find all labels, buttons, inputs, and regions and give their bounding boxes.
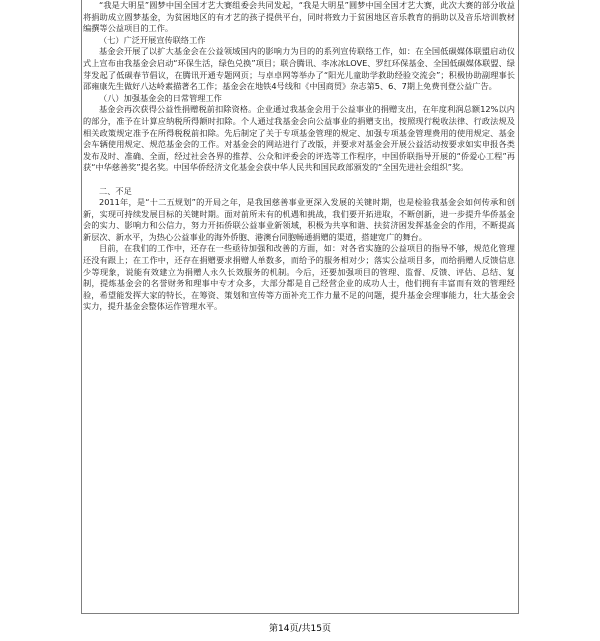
section-heading-publicity: （七）广泛开展宣传联络工作	[99, 34, 206, 45]
paragraph-daily-management: 基金会再次获得公益性捐赠税前扣除资格。企业通过我基金会用于公益事业的捐赠支出，在年度利润总额12%以内的部分，准予在计算应纳税所得额时扣除。个人通过我基金会向公益事业的捐赠支出，按照现行税收法律、行政法规及相关政策规定准予在所得税税前扣除。先后制定了关于专项基金管理的规定、加强专项基金管理费用的使用规定、基金会车辆使用规定、规范基金会的工作。对基金会的网站进行了改版，并要求对基金会开展公益活动按要求如实申报各类发布及时、准确、全面，经过社会各界的推荐、公众和评委会的评选等工作程序，中国侨联指导开展的“侨爱心工程”再获“中华慈善奖”提名奖。中国华侨经济文化基金会获中华人民共和国民政部颁发的“全国先进社会组织”奖。	[83, 104, 515, 173]
paragraph-current-issues: 目前，在我们的工作中，还存在一些亟待加强和改善的方面，如：对各省实施的公益项目的指导不够，规范化管理还没有跟上；在工作中，还存在捐赠要求捐赠人单数多，而给予的服务相对少；落实公益项目多，而给捐赠人反馈信息少等现象，说能有效建立为捐赠人永久长效服务的机制。今后，还要加强项目的管理、监督、反馈、评估、总结、复制，提炼基金会的名誉财务和理事中专才众多，大部分都是自己经营企业的成功人士，他们拥有丰富而有效的管理经验，希望能发挥大家的特长，在筹资、策划和宣传等方面补充工作力量不足的问题，提升基金会理事能力，壮大基金会实力，提升基金会整体运作管理水平。	[83, 243, 515, 312]
paragraph-2011-outlook: 2011年，是“十二五规划”的开局之年，是我国慈善事业更深入发展的关键时期，也是检验我基金会如何传承和创新，实现可持续发展目标的关键时期。面对前所未有的机遇和挑战，我们要开拓进取，不断创新，进一步提升华侨基金会的实力、影响力和公信力，努力开拓侨联公益事业新领域，积极为共享和谐、扶贫济困发挥基金会的作用，不断提高新层次、新水平，为热心公益事业的海外侨胞、港澳台同胞畅通捐赠的渠道，搭建宽广的舞台。	[83, 197, 515, 242]
page-footer: 第14页/共15页	[269, 624, 331, 634]
section-heading-shortcomings: 二、不足	[99, 185, 132, 196]
document-body	[83, 0, 515, 313]
paragraph-publicity: 基金会开展了以扩大基金会在公益领域国内的影响力为目的的系列宣传联络工作，如：在全国低碳媒体联盟启动仪式上宣布由我基金会启动“环保生活，绿色兑换”项目；联合腾讯、李冰冰LOVE、罗红环保基金、全国低碳媒体联盟、绿芽发起了低碳春节倡议，在腾讯开通专题网页；与卓卓网等举办了“阳光儿童助学救助经验交流会”；积极协助副理事长邵雍康先生做好八达岭素描著名工作；基金会在地铁4号线和《中国商贸》杂志第5、6、7期上免费刊登公益广告。	[83, 46, 515, 92]
paragraph-spacer	[83, 174, 515, 186]
paragraph-dream-contest: “我是大明星”圆梦中国全国才艺大赛组委会共同发起，“我是大明星”圆梦中国全国才艺大赛，此次大赛的部分收益将捐助成立圆梦基金，为贫困地区的有才艺的孩子提供平台，同时将致力于贫困地区音乐教育的捐助以及音乐培训教材编撰等公益项目的工作。	[83, 0, 515, 34]
section-heading-daily-management: （八）加强基金会的日常管理工作	[99, 92, 222, 103]
